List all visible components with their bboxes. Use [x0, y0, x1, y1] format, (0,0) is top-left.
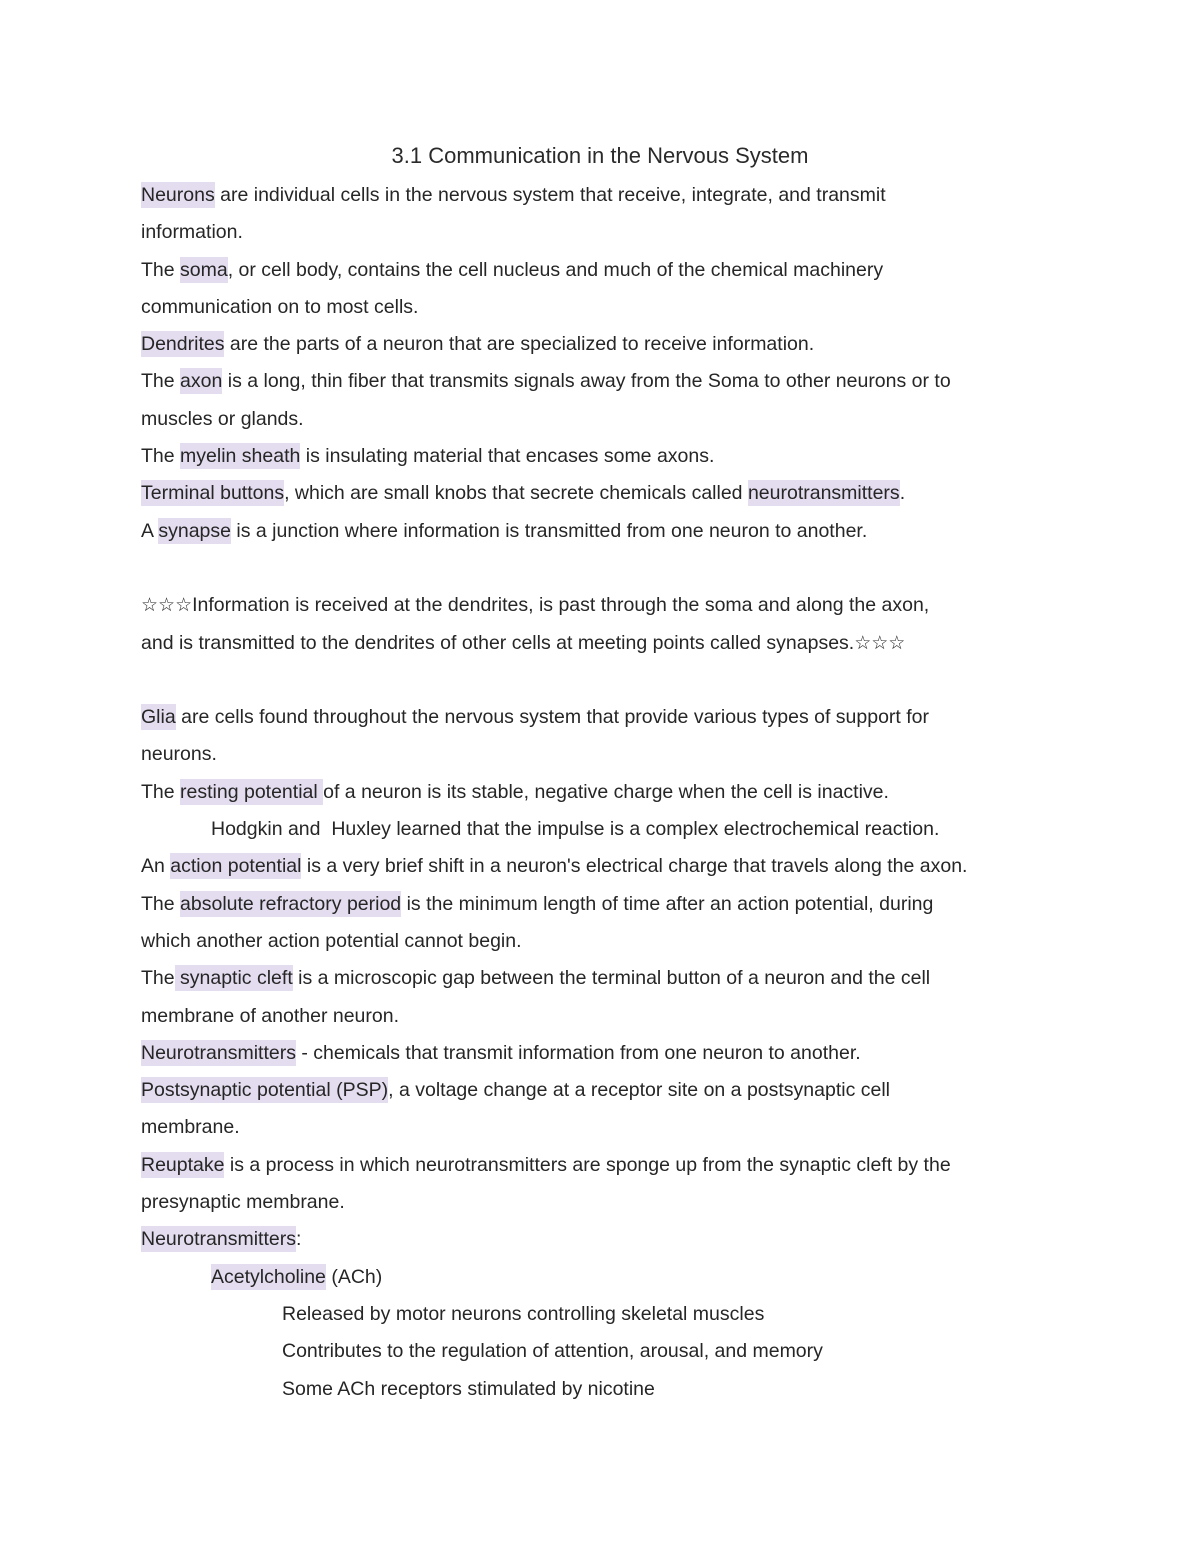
text-run: is the minimum length of time after an action potential, during	[401, 892, 934, 915]
text-line	[141, 513, 1081, 550]
text-run: which another action potential cannot begin.	[141, 929, 522, 952]
text-line	[141, 1109, 1081, 1146]
text-run: (ACh)	[325, 1265, 383, 1288]
text-run: are the parts of a neuron that are specialized to receive information.	[224, 333, 815, 356]
text-line	[141, 998, 1081, 1035]
highlighted-term: action potential	[170, 855, 302, 878]
text-run: Released by motor neurons controlling skeletal muscles	[282, 1302, 765, 1325]
highlighted-term: Dendrites	[141, 333, 225, 356]
blank-line	[141, 662, 1081, 699]
star-icon: ☆☆☆	[854, 631, 906, 654]
text-run: information.	[141, 221, 243, 244]
text-run: An	[141, 855, 171, 878]
text-run: The	[141, 780, 181, 803]
highlighted-term: Reuptake	[141, 1153, 225, 1176]
text-line	[141, 774, 1081, 811]
highlighted-term: Neurotransmitters	[141, 1228, 296, 1251]
page-title: 3.1 Communication in the Nervous System	[391, 143, 809, 168]
text-run: is a junction where information is transmitted from one neuron to another.	[231, 519, 868, 542]
text-run: Some ACh receptors stimulated by nicotine	[282, 1377, 655, 1400]
highlighted-term: Acetylcholine	[211, 1265, 326, 1288]
highlighted-term: soma	[180, 258, 228, 281]
text-line	[141, 326, 1081, 363]
text-run: communication on to most cells.	[141, 295, 419, 318]
text-run: and is transmitted to the dendrites of other cells at meeting points called synapses.	[141, 631, 855, 654]
text-run: The	[141, 445, 181, 468]
text-line	[141, 177, 1081, 214]
text-line	[141, 438, 1081, 475]
text-line	[141, 289, 1081, 326]
text-line	[141, 1072, 1081, 1109]
text-line	[141, 736, 1081, 773]
text-run: , which are small knobs that secrete chemicals called	[284, 482, 748, 505]
text-run: neurons.	[141, 743, 217, 766]
star-icon: ☆☆☆	[141, 594, 193, 617]
text-run: Information is received at the dendrites, is past through the soma and along the axon,	[192, 594, 930, 617]
highlighted-term: Terminal buttons	[141, 482, 285, 505]
text-line	[141, 214, 1081, 251]
text-line	[141, 699, 1081, 736]
text-run: presynaptic membrane.	[141, 1191, 345, 1214]
text-run: The	[141, 892, 181, 915]
text-run: is a very brief shift in a neuron's electrical charge that travels along the axon.	[301, 855, 968, 878]
text-run: A	[141, 519, 159, 542]
text-line	[141, 960, 1081, 997]
text-run: Contributes to the regulation of attention, arousal, and memory	[282, 1340, 823, 1363]
highlighted-term: synaptic cleft	[174, 967, 293, 990]
text-line	[141, 401, 1081, 438]
text-line	[141, 923, 1081, 960]
highlighted-term: axon	[180, 370, 223, 393]
text-line	[141, 1296, 1081, 1333]
text-line	[141, 1333, 1081, 1370]
highlighted-term: Postsynaptic potential (PSP)	[141, 1079, 389, 1102]
highlighted-term: Glia	[141, 706, 176, 729]
highlighted-term: Neurotransmitters	[141, 1041, 296, 1064]
text-line	[141, 252, 1081, 289]
text-run: muscles or glands.	[141, 407, 304, 430]
text-run: are cells found throughout the nervous system that provide various types of support for	[175, 706, 930, 729]
text-line	[141, 1221, 1081, 1258]
text-run: , a voltage change at a receptor site on a postsynaptic cell	[388, 1079, 891, 1102]
text-line	[141, 587, 1081, 624]
text-run: - chemicals that transmit information from one neuron to another.	[295, 1041, 861, 1064]
text-run: membrane.	[141, 1116, 240, 1139]
text-line	[141, 363, 1081, 400]
text-run: of a neuron is its stable, negative charge when the cell is inactive.	[323, 780, 889, 803]
blank-line	[141, 550, 1081, 587]
text-run: membrane of another neuron.	[141, 1004, 399, 1027]
text-line	[141, 1184, 1081, 1221]
highlighted-term: synapse	[158, 519, 231, 542]
text-run: .	[899, 482, 906, 505]
text-run: The	[141, 370, 181, 393]
highlighted-term: myelin sheath	[180, 445, 301, 468]
text-line	[141, 1147, 1081, 1184]
highlighted-term: resting potential	[180, 780, 324, 803]
text-line	[141, 848, 1081, 885]
text-line	[141, 811, 1081, 848]
text-line	[141, 625, 1081, 662]
text-run: , or cell body, contains the cell nucleus and much of the chemical machinery	[227, 258, 884, 281]
text-line	[141, 886, 1081, 923]
text-run: are individual cells in the nervous system that receive, integrate, and transmit	[214, 184, 886, 206]
document-body	[141, 177, 1081, 1408]
text-run: Hodgkin and Huxley learned that the impulse is a complex electrochemical reaction.	[211, 818, 940, 841]
highlighted-term: absolute refractory period	[180, 892, 402, 915]
highlighted-term: neurotransmitters	[747, 482, 900, 505]
text-line	[141, 1259, 1081, 1296]
text-run: is a long, thin fiber that transmits signals away from the Soma to other neurons or to	[222, 370, 951, 393]
text-run: :	[295, 1228, 302, 1251]
text-run: is insulating material that encases some axons.	[300, 445, 715, 468]
text-line	[141, 1035, 1081, 1072]
text-run: The	[141, 258, 181, 281]
highlighted-term: Neurons	[141, 184, 215, 206]
text-run: is a microscopic gap between the terminal button of a neuron and the cell	[292, 967, 931, 990]
text-run: is a process in which neurotransmitters are sponge up from the synaptic cleft by the	[224, 1153, 951, 1176]
text-line	[141, 475, 1081, 512]
text-run: The	[141, 967, 175, 990]
text-line	[141, 1371, 1081, 1408]
